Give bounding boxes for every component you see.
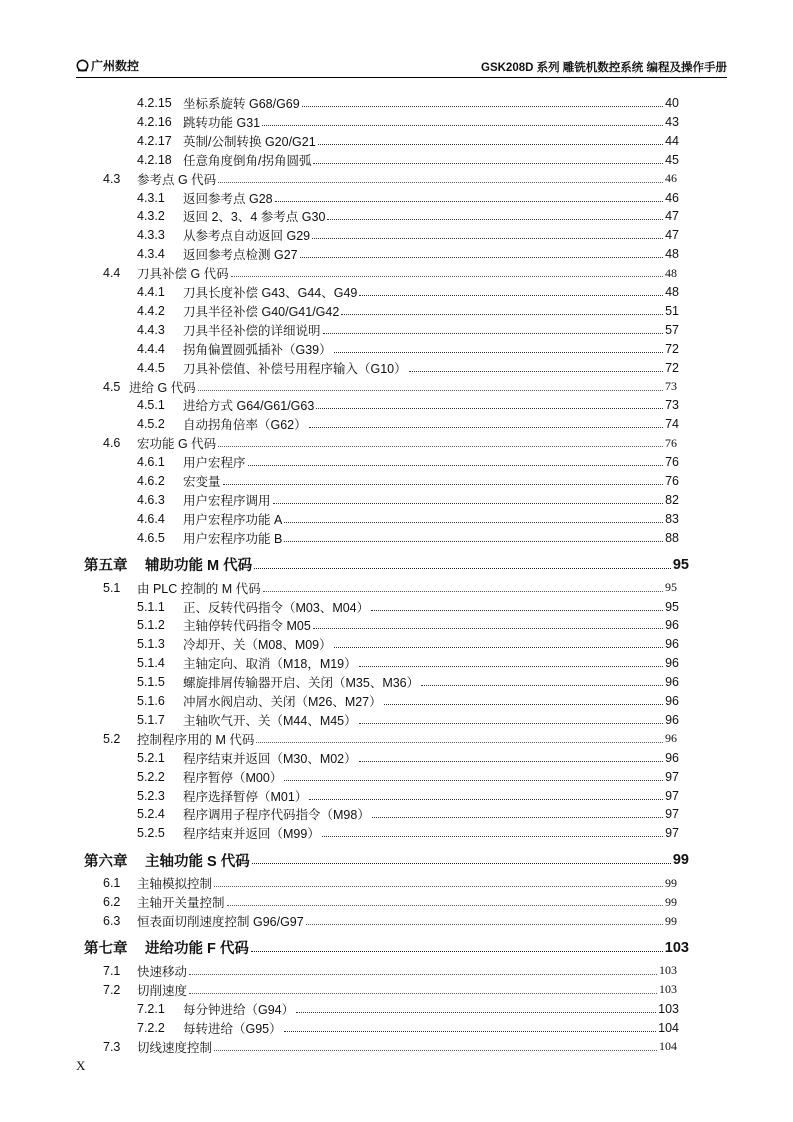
toc-page-number: 97 (665, 788, 679, 803)
toc-leader (262, 125, 663, 126)
toc-title: 螺旋排屑传输器开启、关闭（M35、M36） (183, 676, 420, 691)
toc-entry[interactable] (0, 132, 793, 150)
toc-title: 刀具补偿 G 代码 (137, 267, 229, 282)
toc-entry[interactable] (0, 207, 793, 225)
toc-title: 进给 G 代码 (129, 380, 196, 395)
toc-number: 7.2 (103, 982, 121, 997)
toc-entry[interactable] (0, 711, 793, 729)
toc-page-number: 76 (665, 474, 679, 488)
toc-title: 每分钟进给（G94） (183, 1002, 295, 1017)
toc-number: 5.1.6 (137, 694, 165, 708)
toc-number: 5.1.7 (137, 712, 165, 727)
toc-leader (300, 257, 663, 258)
toc-title: 主轴停转代码指令 M05 (183, 619, 311, 634)
toc-number: 5.1.1 (137, 599, 165, 614)
toc-entry[interactable] (0, 1000, 793, 1018)
toc-page-number: 47 (665, 228, 679, 243)
toc-leader (312, 238, 663, 239)
toc-number: 4.4 (103, 266, 121, 281)
toc-title: 程序调用子程序代码指令（M98） (183, 808, 370, 823)
toc-page-number: 73 (665, 398, 679, 413)
toc-number: 4.3.1 (137, 190, 165, 205)
toc-entry[interactable] (0, 654, 793, 672)
toc-number: 4.5.1 (137, 398, 165, 413)
toc-page-number: 96 (665, 637, 679, 652)
toc-leader (284, 522, 663, 523)
toc-entry[interactable] (0, 673, 793, 691)
toc-page-number: 104 (659, 1039, 677, 1053)
toc-entry[interactable] (0, 749, 793, 767)
toc-page-number: 103 (664, 939, 689, 956)
toc-entry[interactable] (0, 378, 793, 396)
toc-page-number: 47 (665, 209, 679, 224)
toc-number: 4.6.3 (137, 492, 165, 507)
toc-leader (334, 647, 663, 648)
toc-number: 7.2.2 (137, 1020, 165, 1035)
toc-entry[interactable] (0, 787, 793, 805)
toc-title: 用户宏程序功能 A (183, 512, 283, 527)
toc-number: 7.1 (103, 963, 121, 978)
toc-title: 正、反转代码指令（M03、M04） (183, 600, 370, 615)
toc-number: 4.3.2 (137, 209, 165, 224)
toc-number: 5.1.5 (137, 675, 165, 690)
toc-number: 第六章 (84, 853, 128, 870)
toc-chapter-entry[interactable] (0, 849, 793, 871)
toc-title: 返回参考点检测 G27 (183, 248, 298, 263)
toc-leader (359, 761, 663, 762)
toc-leader (198, 390, 663, 391)
toc-number: 7.2.1 (137, 1001, 165, 1016)
toc-leader (384, 704, 663, 705)
toc-leader (251, 951, 663, 952)
toc-chapter-entry[interactable] (0, 937, 793, 959)
toc-entry[interactable] (0, 283, 793, 301)
toc-leader (223, 484, 663, 485)
toc-title: 刀具半径补偿的详细说明 (183, 323, 321, 338)
toc-leader (302, 106, 663, 107)
toc-leader (359, 295, 663, 296)
toc-page-number: 76 (665, 435, 677, 450)
toc-leader (218, 182, 663, 183)
toc-entry[interactable] (0, 321, 793, 339)
toc-number: 4.6 (103, 436, 121, 451)
toc-leader (313, 628, 663, 629)
toc-leader (227, 905, 663, 906)
toc-number: 4.4.3 (137, 322, 165, 337)
toc-leader (248, 465, 663, 466)
toc-page-number: 96 (665, 618, 679, 633)
toc-leader (218, 446, 663, 447)
toc-page-number: 97 (665, 826, 679, 841)
toc-entry[interactable] (0, 1019, 793, 1037)
toc-number: 5.2.4 (137, 807, 165, 822)
toc-title: 冷却开、关（M08、M09） (183, 638, 332, 653)
toc-entry[interactable] (0, 824, 793, 842)
toc-title: 进给方式 G64/G61/G63 (183, 399, 315, 414)
toc-page-number: 97 (665, 769, 679, 784)
toc-entry[interactable] (0, 491, 793, 509)
toc-title: 主轴模拟控制 (137, 877, 213, 892)
toc-entry[interactable] (0, 340, 793, 358)
toc-page-number: 96 (665, 675, 679, 690)
toc-number: 4.3.4 (137, 247, 165, 262)
toc-number: 第七章 (84, 941, 128, 958)
toc-title: 控制程序用的 M 代码 (137, 732, 255, 747)
toc-entry[interactable] (0, 359, 793, 377)
toc-leader (318, 144, 663, 145)
toc-title: 刀具补偿值、补偿号用程序输入（G10） (183, 361, 407, 376)
toc-page-number: 48 (665, 247, 679, 262)
toc-page-number: 83 (665, 511, 679, 526)
toc-title: 拐角偏置圆弧插补（G39） (183, 342, 332, 357)
toc-page-number: 97 (665, 807, 679, 822)
toc-number: 5.2.5 (137, 826, 165, 841)
toc-entry[interactable] (0, 170, 793, 188)
toc-title: 主轴开关量控制 (137, 896, 225, 911)
toc-title: 辅助功能 M 代码 (145, 558, 253, 575)
toc-leader (359, 723, 663, 724)
toc-page-number: 46 (665, 190, 679, 205)
toc-entry[interactable] (0, 226, 793, 244)
toc-number: 4.6.2 (137, 474, 165, 488)
toc-entry[interactable] (0, 616, 793, 634)
toc-number: 4.6.1 (137, 455, 165, 470)
toc-number: 5.1 (103, 580, 121, 595)
toc-number: 4.6.5 (137, 530, 165, 545)
toc-leader (284, 541, 663, 542)
toc-title: 参考点 G 代码 (137, 172, 217, 187)
toc-page-number: 103 (659, 982, 677, 997)
toc-number: 5.2.3 (137, 788, 165, 803)
toc-number: 6.1 (103, 876, 121, 891)
toc-entry[interactable] (0, 151, 793, 169)
toc-title: 程序选择暂停（M01） (183, 789, 308, 804)
toc-number: 5.2.2 (137, 769, 165, 784)
toc-leader (316, 408, 663, 409)
toc-entry[interactable] (0, 264, 793, 282)
toc-title: 从参考点自动返回 G29 (183, 229, 311, 244)
toc-title: 坐标系旋转 G68/G69 (183, 97, 300, 111)
toc-page-number: 96 (665, 694, 679, 708)
toc-title: 用户宏程序 (183, 456, 246, 471)
toc-title: 任意角度倒角/拐角圆弧 (183, 153, 312, 168)
toc-page-number: 82 (665, 492, 679, 507)
toc-entry[interactable] (0, 730, 793, 748)
toc-leader (275, 201, 663, 202)
toc-page-number: 44 (665, 133, 679, 148)
toc-title: 冲屑水阀启动、关闭（M26、M27） (183, 695, 382, 709)
toc-page-number: 73 (665, 379, 677, 393)
toc-page-number: 96 (665, 750, 679, 765)
toc-number: 4.5 (103, 379, 121, 394)
toc-entry[interactable] (0, 529, 793, 547)
toc-leader (296, 1012, 656, 1013)
toc-number: 5.1.4 (137, 656, 165, 671)
toc-number: 第五章 (84, 558, 128, 575)
toc-title: 宏变量 (183, 475, 221, 489)
toc-leader (189, 993, 657, 994)
toc-title: 用户宏程序调用 (183, 493, 271, 508)
toc-leader (313, 163, 663, 164)
toc-title: 切线速度控制 (137, 1040, 213, 1055)
toc-number: 4.4.4 (137, 341, 165, 356)
toc-number: 6.3 (103, 914, 121, 928)
brand-logo (76, 57, 139, 74)
toc-number: 4.4.1 (137, 285, 165, 299)
toc-title: 恒表面切削速度控制 G96/G97 (137, 915, 304, 929)
toc-chapter-entry[interactable] (0, 554, 793, 576)
toc-title: 切削速度 (137, 983, 188, 998)
toc-leader (284, 780, 663, 781)
toc-leader (371, 610, 663, 611)
toc-number: 4.2.15 (137, 96, 172, 110)
toc-leader (309, 427, 663, 428)
toc-entry[interactable] (0, 598, 793, 616)
toc-entry[interactable] (0, 768, 793, 786)
toc-entry[interactable] (0, 893, 793, 911)
toc-leader (189, 974, 657, 975)
toc-leader (334, 352, 663, 353)
toc-entry[interactable] (0, 981, 793, 999)
toc-number: 6.2 (103, 895, 121, 910)
toc-number: 5.2.1 (137, 750, 165, 765)
toc-title: 用户宏程序功能 B (183, 531, 283, 546)
toc-number: 4.6.4 (137, 511, 165, 526)
toc-leader (359, 666, 663, 667)
toc-page-number: 72 (665, 360, 679, 375)
toc-page-number: 45 (665, 152, 679, 167)
toc-page-number: 96 (665, 731, 677, 746)
toc-title: 刀具长度补偿 G43、G44、G49 (183, 286, 358, 300)
toc-title: 宏功能 G 代码 (137, 437, 217, 452)
toc-title: 刀具半径补偿 G40/G41/G42 (183, 304, 340, 319)
toc-page-number: 103 (659, 963, 677, 978)
toc-number: 4.2.16 (137, 114, 172, 129)
toc-page-number: 88 (665, 530, 679, 545)
toc-title: 进给功能 F 代码 (145, 941, 249, 958)
toc-leader (372, 817, 663, 818)
toc-leader (306, 924, 663, 925)
toc-entry[interactable] (0, 434, 793, 452)
toc-page-number: 95 (665, 599, 679, 614)
toc-leader (309, 799, 663, 800)
toc-page-number: 43 (665, 114, 679, 129)
toc-leader (256, 742, 663, 743)
page-header (76, 57, 727, 77)
toc-number: 4.2.18 (137, 152, 172, 167)
toc-page-number: 40 (665, 96, 679, 110)
toc-entry[interactable] (0, 635, 793, 653)
toc-title: 返回 2、3、4 参考点 G30 (183, 210, 326, 225)
toc-page-number: 96 (665, 656, 679, 671)
toc-leader (409, 371, 663, 372)
toc-title: 程序结束并返回（M99） (183, 827, 320, 842)
toc-number: 4.3 (103, 171, 121, 186)
gsk-logo-icon (76, 59, 89, 72)
toc-page-number: 99 (665, 913, 677, 928)
toc-title: 主轴定向、取消（M18，M19） (183, 657, 357, 672)
toc-page-number: 46 (665, 171, 677, 186)
toc-entry[interactable] (0, 962, 793, 980)
toc-entry[interactable] (0, 692, 793, 710)
toc-page-number: 96 (665, 712, 679, 727)
toc-page-number: 48 (665, 285, 679, 299)
toc-entry[interactable] (0, 113, 793, 131)
toc-title: 返回参考点 G28 (183, 191, 273, 206)
toc-leader (322, 836, 663, 837)
toc-title: 程序暂停（M00） (183, 770, 283, 785)
toc-title: 程序结束并返回（M30、M02） (183, 751, 357, 766)
toc-title: 由 PLC 控制的 M 代码 (137, 581, 261, 596)
toc-title: 快速移动 (137, 964, 188, 979)
toc-leader (263, 591, 663, 592)
toc-page-number: 74 (665, 417, 679, 432)
toc-title: 英制/公制转换 G20/G21 (183, 134, 316, 149)
toc-number: 4.4.2 (137, 303, 165, 318)
toc-leader (214, 886, 663, 887)
toc-entry[interactable] (0, 579, 793, 597)
toc-leader (421, 685, 663, 686)
logo-text: 广州数控 (91, 59, 140, 73)
toc-page-number: 95 (672, 556, 689, 573)
toc-page-number: 57 (665, 322, 679, 337)
toc-page-number: 104 (658, 1020, 679, 1035)
toc-page-number: 51 (665, 303, 679, 318)
toc-page-number: 99 (665, 894, 677, 909)
toc-page-number: 103 (658, 1001, 679, 1016)
toc-number: 4.4.5 (137, 360, 165, 375)
toc-page-number: 99 (665, 875, 677, 890)
toc-entry[interactable] (0, 415, 793, 433)
toc-page-number: 95 (665, 580, 677, 595)
page-number: X (76, 1058, 86, 1073)
toc-number: 5.2 (103, 731, 121, 746)
toc-entry[interactable] (0, 396, 793, 414)
toc-number: 4.5.2 (137, 417, 165, 432)
toc-entry[interactable] (0, 1038, 793, 1056)
toc-title: 每转进给（G95） (183, 1021, 282, 1036)
toc-entry[interactable] (0, 245, 793, 263)
toc-page-number: 99 (672, 852, 689, 869)
toc-leader (214, 1050, 657, 1051)
toc-page-number: 48 (665, 265, 677, 280)
toc-leader (327, 219, 663, 220)
toc-page-number: 76 (665, 455, 679, 470)
toc-number: 4.2.17 (137, 133, 172, 148)
toc-number: 7.3 (103, 1039, 121, 1054)
toc-entry[interactable] (0, 302, 793, 320)
toc-entry[interactable] (0, 805, 793, 823)
toc-page-number: 72 (665, 341, 679, 356)
toc-entry[interactable] (0, 874, 793, 892)
toc-title: 自动拐角倍率（G62） (183, 418, 307, 433)
toc-title: 主轴功能 S 代码 (145, 853, 250, 870)
toc-number: 5.1.3 (137, 637, 165, 652)
toc-entry[interactable] (0, 453, 793, 471)
toc-entry[interactable] (0, 510, 793, 528)
toc-entry[interactable] (0, 472, 793, 490)
toc-leader (273, 503, 663, 504)
toc-leader (231, 276, 663, 277)
toc-leader (341, 314, 663, 315)
toc-entry[interactable] (0, 189, 793, 207)
document-title: GSK208D 系列 雕铣机数控系统 编程及操作手册 (481, 62, 727, 74)
toc-number: 5.1.2 (137, 618, 165, 633)
toc-number: 4.3.3 (137, 228, 165, 243)
toc-title: 主轴吹气开、关（M44、M45） (183, 713, 357, 728)
toc-leader (252, 863, 671, 864)
header-rule (76, 77, 727, 78)
toc-leader (284, 1031, 656, 1032)
toc-title: 跳转功能 G31 (183, 115, 261, 130)
toc-entry[interactable] (0, 912, 793, 930)
toc-leader (323, 333, 663, 334)
toc-entry[interactable] (0, 94, 793, 112)
toc-leader (254, 568, 671, 569)
